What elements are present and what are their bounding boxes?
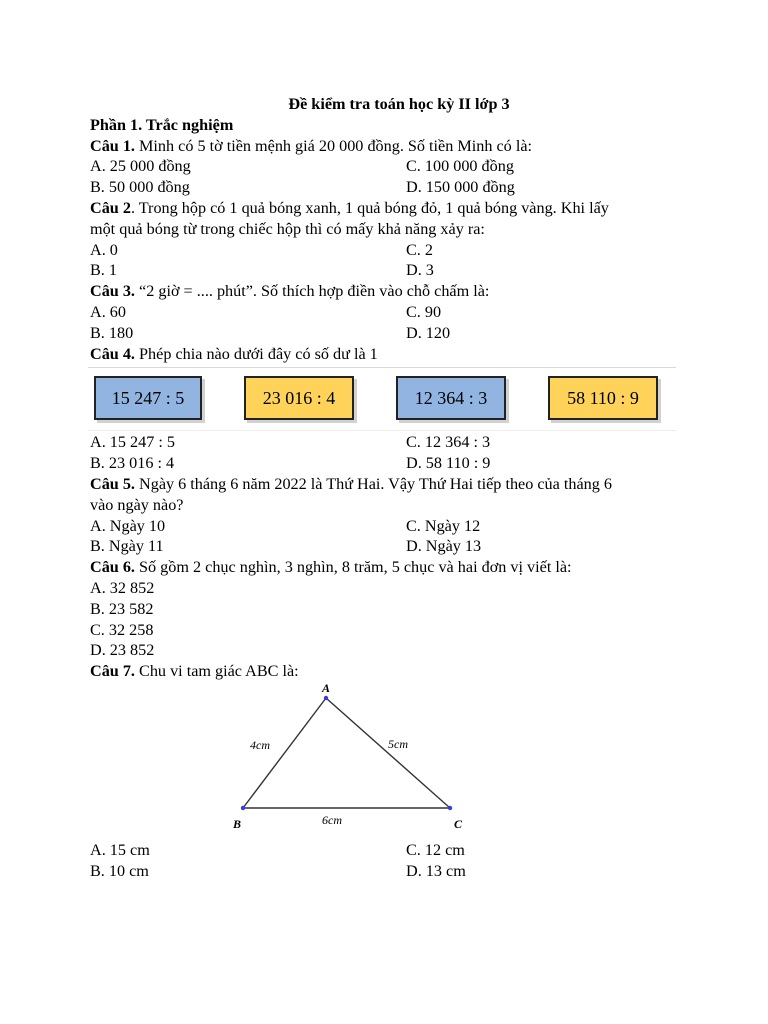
question-text: Ngày 6 tháng 6 năm 2022 là Thứ Hai. Vậy Thứ Hai tiếp theo của tháng 6 <box>134 474 612 493</box>
option-b: B. 23 582 <box>90 599 154 618</box>
option-c: C. 12 cm <box>406 841 465 859</box>
question-text: Minh có 5 tờ tiền mệnh giá 20 000 đồng. Số tiền Minh có là: <box>134 136 533 155</box>
vertex-b-label: B <box>233 817 242 831</box>
option-d: D. 13 cm <box>406 861 466 880</box>
option-c: C. 90 <box>406 302 442 321</box>
exam-title: Đề kiểm tra toán học kỳ II lớp 3 <box>288 95 510 113</box>
question-text: Chu vi tam giác ABC là: <box>134 662 299 681</box>
question-3 <box>90 281 690 302</box>
options-row <box>90 453 690 474</box>
option-d: D. 3 <box>406 261 434 280</box>
question-text: Số gồm 2 chục nghìn, 3 nghìn, 8 trăm, 5 chục và hai đơn vị viết là: <box>134 558 572 577</box>
exam-page <box>90 94 690 682</box>
triangle-shape <box>243 698 450 808</box>
options-row <box>90 156 690 177</box>
question-label: Câu 2 <box>90 198 131 217</box>
question-5 <box>90 474 690 495</box>
question-label: Câu 4. <box>90 344 135 363</box>
option-d: D. Ngày 13 <box>406 537 482 556</box>
option-c: C. 2 <box>406 240 433 259</box>
option-a: A. 60 <box>90 302 126 321</box>
question-label: Câu 6. <box>90 558 135 577</box>
side-bc-label: 6cm <box>322 813 342 827</box>
options-row <box>90 177 690 198</box>
option-b: B. 23 016 : 4 <box>90 454 175 473</box>
question-7-options <box>90 840 690 882</box>
option-c: C. Ngày 12 <box>406 516 481 535</box>
question-label: Câu 3. <box>90 282 135 301</box>
vertex-c-label: C <box>454 817 463 831</box>
option-a: A. Ngày 10 <box>90 516 166 535</box>
question-label: Câu 7. <box>90 662 135 681</box>
question-text-continued: vào ngày nào? <box>90 495 184 514</box>
option-b: B. 50 000 đồng <box>90 178 190 197</box>
question-text: “2 giờ = .... phút”. Số thích hợp điền vào chỗ chấm là: <box>134 282 490 301</box>
option-d: D. 23 852 <box>90 641 155 660</box>
options-row <box>90 536 690 557</box>
vertex-b-dot <box>241 806 245 810</box>
options-row <box>90 323 690 344</box>
vertex-c-dot <box>448 806 452 810</box>
question-1 <box>90 136 690 157</box>
options-row <box>90 432 690 453</box>
section-heading: Phần 1. Trắc nghiệm <box>90 115 234 134</box>
option-b: B. 180 <box>90 323 134 342</box>
option-d: D. 150 000 đồng <box>406 178 515 197</box>
options-row <box>90 861 690 882</box>
division-card: 23 016 : 4 <box>244 376 354 420</box>
options-row <box>90 260 690 281</box>
triangle-abc-figure <box>220 678 470 838</box>
question-text: . Trong hộp có 1 quả bóng xanh, 1 quả bóng đỏ, 1 quả bóng vàng. Khi lấy <box>130 198 609 217</box>
question-text-continued: một quả bóng từ trong chiếc hộp thì có mấy khả năng xảy ra: <box>90 219 485 238</box>
vertex-a-label: A <box>322 681 331 695</box>
option-d: D. 120 <box>406 323 451 342</box>
side-ac-label: 5cm <box>388 737 408 751</box>
option-b: B. Ngày 11 <box>90 537 164 556</box>
question-label: Câu 5. <box>90 474 135 493</box>
option-a: A. 32 852 <box>90 578 155 597</box>
question-text: Phép chia nào dưới đây có số dư là 1 <box>134 344 378 363</box>
option-b: B. 10 cm <box>90 861 149 880</box>
options-row <box>90 840 690 861</box>
option-a: A. 15 cm <box>90 841 150 859</box>
division-card: 12 364 : 3 <box>396 376 506 420</box>
option-d: D. 58 110 : 9 <box>406 454 491 473</box>
option-c: C. 100 000 đồng <box>406 157 514 176</box>
option-c: C. 12 364 : 3 <box>406 433 491 452</box>
options-row <box>90 516 690 537</box>
division-cards-image <box>88 367 676 431</box>
question-4 <box>90 344 690 365</box>
vertex-a-dot <box>324 696 328 700</box>
option-a: A. 15 247 : 5 <box>90 433 175 452</box>
option-c: C. 32 258 <box>90 620 154 639</box>
division-card: 58 110 : 9 <box>548 376 658 420</box>
options-row <box>90 240 690 261</box>
division-card: 15 247 : 5 <box>94 376 202 420</box>
question-2 <box>90 198 690 219</box>
option-a: A. 25 000 đồng <box>90 157 191 176</box>
option-b: B. 1 <box>90 261 117 280</box>
question-6 <box>90 557 690 578</box>
side-ab-label: 4cm <box>250 738 270 752</box>
question-label: Câu 1. <box>90 136 135 155</box>
options-row <box>90 302 690 323</box>
option-a: A. 0 <box>90 240 118 259</box>
